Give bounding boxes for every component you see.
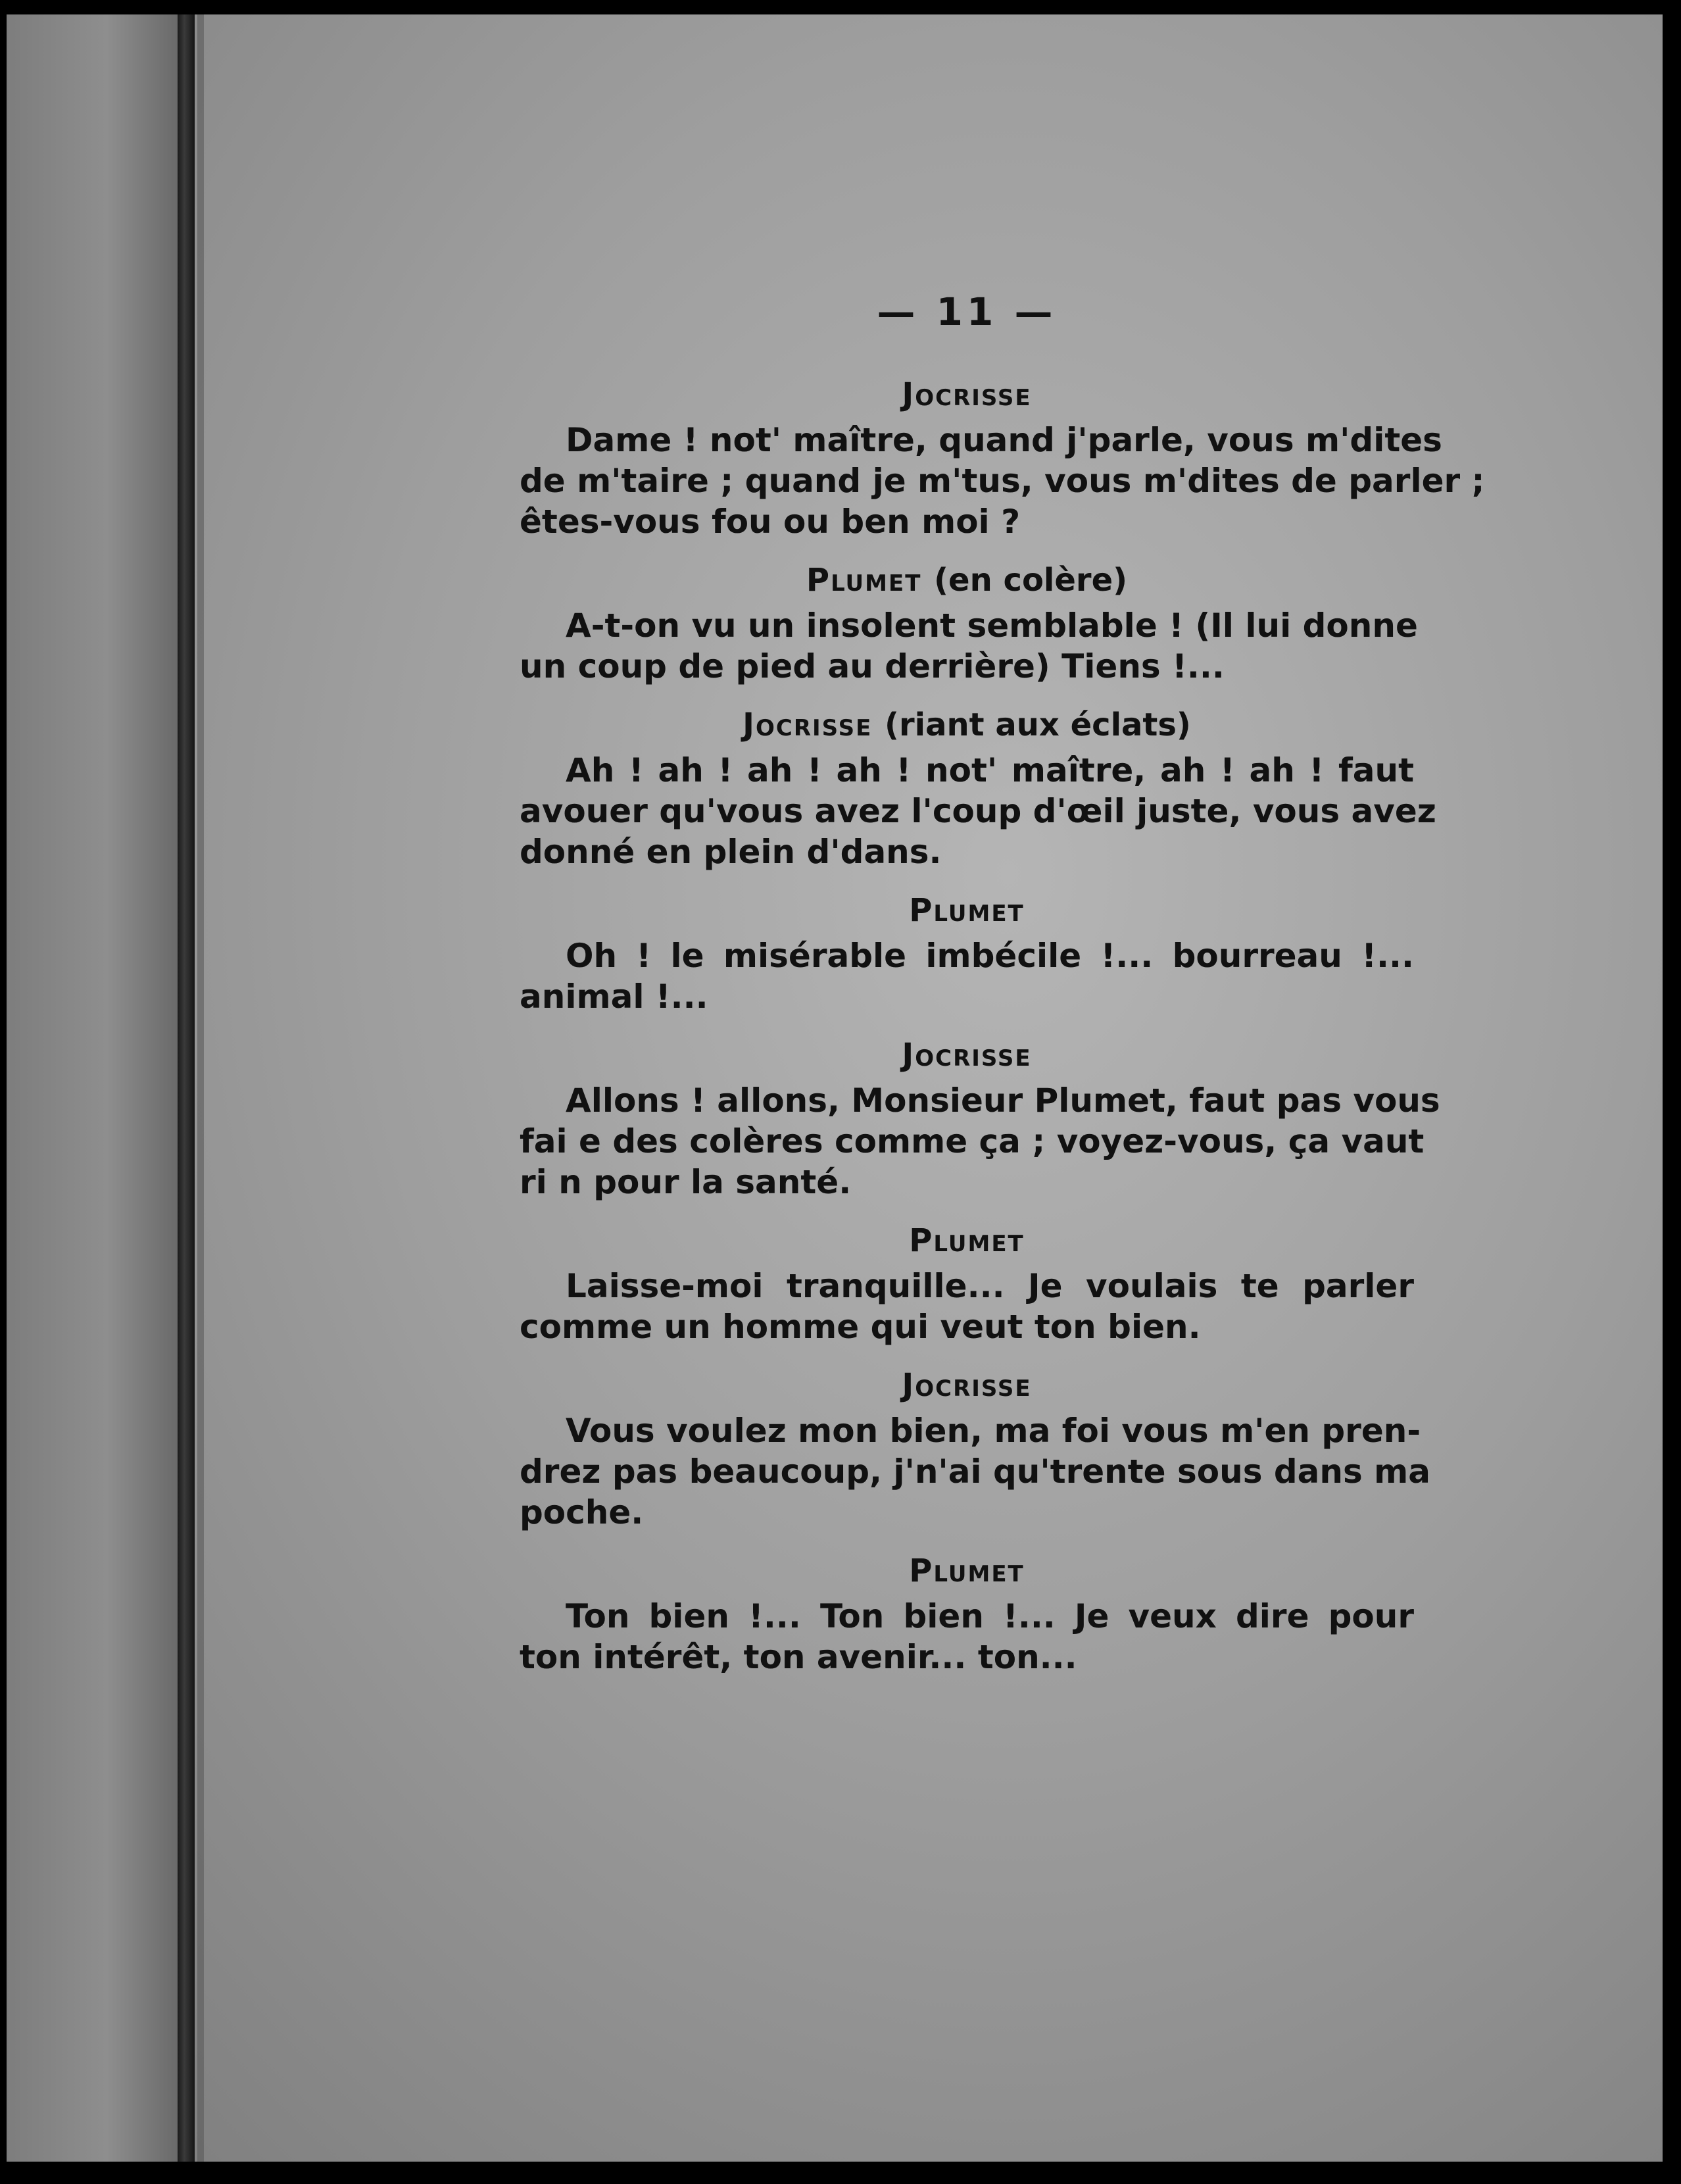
dialogue-entry xyxy=(520,892,1414,1017)
dialogue-entry xyxy=(520,1367,1431,1533)
dialogue-line: Allons ! allons, Monsieur Plumet, faut pas vous xyxy=(566,1081,1440,1120)
speaker-name xyxy=(520,376,1414,413)
dialogue-line: drez pas beaucoup, j'n'ai qu'trente sous dans ma xyxy=(520,1452,1431,1491)
dialogue-line: avouer qu'vous avez l'coup d'œil juste, vous avez xyxy=(520,792,1436,830)
dialogue-entry xyxy=(520,376,1485,542)
dialogue-line: Oh ! le misérable imbécile !... bourreau !... xyxy=(566,937,1414,975)
facing-page-margin xyxy=(0,0,178,2184)
speaker-name xyxy=(520,562,1414,599)
speaker-label: Plumet xyxy=(909,1552,1025,1589)
speaker-label: Jocrisse xyxy=(902,1367,1032,1404)
speaker-label: Plumet xyxy=(909,892,1025,929)
dialogue-line: êtes-vous fou ou ben moi ? xyxy=(520,503,1021,541)
dialogue-line: comme un homme qui veut ton bien. xyxy=(520,1308,1201,1346)
dialogue-line: de m'taire ; quand je m'tus, vous m'dites de parler ; xyxy=(520,462,1485,500)
stage-direction: (riant aux éclats) xyxy=(885,707,1191,743)
speaker-label: Jocrisse xyxy=(902,376,1032,413)
dialogue-entry xyxy=(520,707,1436,872)
page-number: — 11 — xyxy=(877,289,1057,334)
dialogue-line: Dame ! not' maître, quand j'parle, vous m'dites xyxy=(566,421,1442,459)
speaker-name xyxy=(520,892,1414,929)
scan-border-bottom xyxy=(0,2162,1681,2184)
scan-border-top xyxy=(0,0,1681,14)
dialogue-line: poche. xyxy=(520,1493,644,1531)
dialogue-entry xyxy=(520,1552,1414,1677)
scan-border-right xyxy=(1663,0,1681,2184)
dialogue-line: ri n pour la santé. xyxy=(520,1163,852,1201)
speaker-name xyxy=(520,1037,1414,1074)
dialogue-entry xyxy=(520,562,1418,687)
page-crease xyxy=(197,0,204,2184)
binding-fold xyxy=(178,0,195,2184)
dialogue-line: Ton bien !... Ton bien !... Je veux dire pour xyxy=(566,1597,1414,1635)
page-text xyxy=(520,289,1485,1677)
speaker-name xyxy=(520,1552,1414,1589)
speaker-label: Plumet xyxy=(909,1222,1025,1259)
speaker-name xyxy=(520,707,1414,743)
speaker-label: Jocrisse xyxy=(743,707,873,743)
dialogue-line: Ah ! ah ! ah ! ah ! not' maître, ah ! ah ! faut xyxy=(566,751,1414,789)
dialogue-line: ton intérêt, ton avenir... ton... xyxy=(520,1638,1077,1676)
dialogue-entry xyxy=(520,1037,1440,1203)
dialogue-line: animal !... xyxy=(520,978,708,1016)
dialogue-line: un coup de pied au derrière) Tiens !... xyxy=(520,647,1225,685)
dialogue-line: Laisse-moi tranquille... Je voulais te parler xyxy=(566,1267,1414,1305)
stage-direction: (en colère) xyxy=(934,562,1128,599)
dialogue-line: Vous voulez mon bien, ma foi vous m'en pren- xyxy=(566,1412,1421,1450)
speaker-label: Plumet xyxy=(806,562,922,599)
speaker-name xyxy=(520,1222,1414,1259)
dialogue-line: fai e des colères comme ça ; voyez-vous, ça vaut xyxy=(520,1122,1425,1160)
dialogue-line: A-t-on vu un insolent semblable ! (Il lui donne xyxy=(566,607,1418,645)
dialogue-line: donné en plein d'dans. xyxy=(520,833,942,871)
speaker-name xyxy=(520,1367,1414,1404)
speaker-label: Jocrisse xyxy=(902,1037,1032,1074)
scan-border-left xyxy=(0,0,7,2184)
dialogue-entry xyxy=(520,1222,1414,1347)
